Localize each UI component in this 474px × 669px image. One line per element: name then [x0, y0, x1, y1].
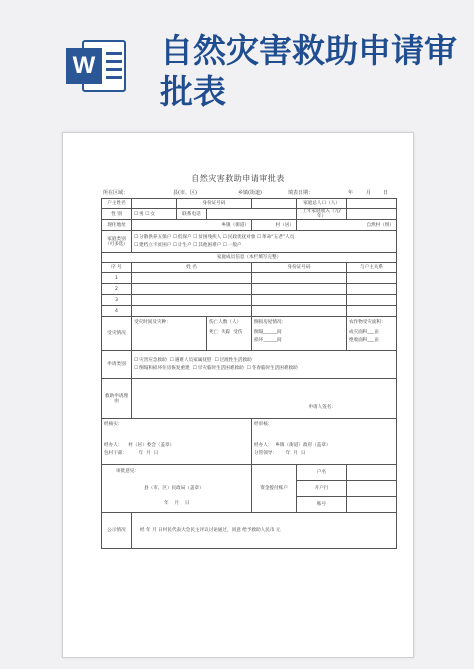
document-preview	[62, 132, 414, 658]
crop-damage-label: 农作物受灾面积：	[349, 320, 386, 325]
id-number-field[interactable]	[252, 199, 297, 209]
address-town-field[interactable]: 乡镇（街道）	[132, 220, 252, 231]
phone-field[interactable]	[207, 209, 297, 220]
disaster-time-field[interactable]: 受灾时间及灾种：	[132, 317, 207, 351]
table-row	[102, 273, 397, 284]
page-title: 自然灾害救助申请审批表	[160, 31, 457, 111]
application-form-table	[101, 198, 397, 549]
account-number-label: 账号	[297, 497, 347, 513]
type-checkbox[interactable]: ☐ 分散供养五保户	[134, 235, 171, 240]
town-label: 乡镇(街道)	[238, 190, 262, 196]
table-row	[102, 231, 397, 253]
month-label: 月	[146, 451, 151, 456]
year-label: 年	[348, 190, 354, 196]
apply-type-label: 申请类别	[102, 351, 132, 379]
member-index: 1	[102, 273, 132, 284]
village-cadre-label: 包村干部：	[104, 451, 127, 456]
day-label: 日	[300, 451, 306, 456]
id-number-label: 身份证号码	[177, 199, 252, 209]
member-relation-field[interactable]	[347, 273, 397, 284]
members-col-relation: 与户主关系	[347, 263, 397, 273]
table-row	[102, 295, 397, 306]
type-checkbox[interactable]: ☐ 贫困残疾人	[193, 235, 221, 240]
members-col-index: 序 号	[102, 263, 132, 273]
female-checkbox[interactable]: ☐ 女	[145, 212, 155, 217]
page-header	[0, 0, 474, 124]
unit-label: 亩	[374, 338, 379, 343]
account-number-field[interactable]	[347, 497, 397, 513]
table-row	[102, 419, 397, 465]
collapsed-label: 倒塌	[254, 330, 264, 335]
member-name-field[interactable]	[132, 284, 252, 295]
unit-label: 间	[277, 330, 282, 335]
damaged-label: 损坏	[254, 338, 264, 343]
unit-label: 亩	[374, 330, 379, 335]
type-checkbox[interactable]: ☐ 革命“五老”人员	[257, 235, 294, 240]
table-row	[102, 306, 397, 317]
casualty-label: 伤亡人数（人）	[209, 320, 242, 325]
member-relation-field[interactable]	[347, 284, 397, 295]
affected-area-label: 成灾面积	[349, 330, 368, 335]
handler-label: 经办人：	[104, 443, 123, 448]
handler-label: 经办人：	[254, 443, 273, 448]
type-checkbox[interactable]: ☐ 低保户	[173, 235, 192, 240]
member-index: 4	[102, 306, 132, 317]
address-village-field[interactable]: 村（居）	[252, 220, 297, 231]
year-label: 年	[138, 451, 144, 456]
sex-label: 性 别	[102, 209, 132, 220]
apply-checkbox[interactable]: ☐ 过渡性生活救助	[214, 358, 251, 363]
account-label: 资金拨付账户	[252, 465, 297, 513]
town-stamp-label: 乡镇（街道）政府（盖章）	[275, 443, 331, 448]
address-label: 现住地址	[102, 220, 132, 231]
householder-name-label: 户主姓名	[102, 199, 132, 209]
apply-checkbox[interactable]: ☐ 遇难人员家属抚慰	[170, 358, 212, 363]
table-row	[102, 220, 397, 231]
table-row	[102, 317, 397, 351]
table-row	[102, 465, 397, 481]
account-name-field[interactable]	[347, 465, 397, 481]
member-relation-field[interactable]	[347, 306, 397, 317]
year-label: 年	[285, 451, 291, 456]
table-row	[102, 209, 397, 220]
month-label: 月	[293, 451, 298, 456]
members-col-id: 身份证号码	[252, 263, 347, 273]
unit-label: 间	[277, 338, 282, 343]
public-statement[interactable]: 经 年 月 日村民代表大会民主评议讨论通过，同意 给予救助人民币 元	[132, 513, 397, 549]
family-size-label: 家庭总人口（人）	[297, 199, 347, 209]
day-label: 日	[383, 190, 389, 196]
member-id-field[interactable]	[252, 295, 347, 306]
house-damage-label: 倒损房屋情况：	[254, 320, 287, 325]
leader-label: 分管领导：	[254, 451, 277, 456]
type-checkbox[interactable]: ☐ 其他困难户	[193, 243, 221, 248]
member-relation-field[interactable]	[347, 295, 397, 306]
member-id-field[interactable]	[252, 273, 347, 284]
village-stamp-label: 村（居）委会（盖章）	[128, 443, 175, 448]
bank-field[interactable]	[347, 481, 397, 497]
address-group-field[interactable]: 自然村（组）	[297, 220, 397, 231]
table-row	[102, 199, 397, 209]
verify-label: 经核实：	[104, 422, 123, 427]
type-checkbox[interactable]: ☐ 民政优抚对象	[223, 235, 256, 240]
type-checkbox[interactable]: ☐ 一般户	[223, 243, 242, 248]
member-id-field[interactable]	[252, 284, 347, 295]
phone-label: 联系电话	[177, 209, 207, 220]
crop-damage-cell: 农作物受灾面积： 成灾面积___亩 绝收面积___亩	[347, 317, 397, 351]
member-name-field[interactable]	[132, 273, 252, 284]
word-letter: W	[66, 48, 102, 84]
form-title: 自然灾害救助申请审批表	[191, 174, 285, 183]
income-field[interactable]	[347, 209, 397, 220]
death-label: 死亡	[209, 330, 219, 335]
members-section-title: 家庭成员信息（本栏填写完整）	[102, 253, 397, 263]
reason-field[interactable]: 申请人签名：	[132, 379, 397, 419]
injured-label: 受伤	[233, 330, 243, 335]
casualty-cell	[207, 317, 252, 351]
members-col-name: 姓 名	[132, 263, 252, 273]
reason-label: 救助申请理由	[102, 379, 132, 419]
apply-checkbox[interactable]: ☐ 倒塌和损坏住房恢复重建	[134, 366, 190, 371]
month-label: 月	[366, 190, 372, 196]
disaster-label: 受灾情况	[102, 317, 132, 351]
member-name-field[interactable]	[132, 295, 252, 306]
apply-type-options	[132, 351, 397, 379]
approval-cell	[102, 465, 252, 513]
approval-label: 审批意见：	[116, 469, 139, 474]
male-checkbox[interactable]: ☐ 男	[134, 212, 144, 217]
householder-name-field[interactable]	[132, 199, 177, 209]
month-label: 月	[174, 501, 180, 506]
family-type-options	[132, 231, 397, 253]
audit-label: 经审核：	[254, 422, 273, 427]
table-row	[102, 284, 397, 295]
day-label: 日	[184, 501, 190, 506]
income-label: 上年家庭收入（元/年）	[297, 209, 347, 220]
member-index: 3	[102, 295, 132, 306]
apply-checkbox[interactable]: ☐ 灾害应急救助	[134, 358, 167, 363]
audit-cell	[252, 419, 397, 465]
type-checkbox[interactable]: ☐ 计生户	[173, 243, 192, 248]
type-checkbox[interactable]: ☐ 建档立卡贫困户	[134, 243, 171, 248]
apply-checkbox[interactable]: ☐ 冬春临时生活困难救助	[247, 366, 298, 371]
house-damage-cell: 倒损房屋情况： 倒塌______间 损坏______间	[252, 317, 347, 351]
bank-label: 开户行	[297, 481, 347, 497]
member-name-field[interactable]	[132, 306, 252, 317]
missing-label: 失踪	[221, 330, 231, 335]
approval-stamp-label: 县（市、区）民政局（盖章）	[144, 486, 204, 491]
table-row	[102, 263, 397, 273]
table-row	[102, 351, 397, 379]
apply-checkbox[interactable]: ☐ 旱灾临时生活困难救助	[193, 366, 244, 371]
sex-options[interactable]	[132, 209, 177, 220]
table-row	[102, 513, 397, 549]
region-label: 所在区域：	[103, 190, 129, 196]
member-index: 2	[102, 284, 132, 295]
public-label: 公示情况	[102, 513, 132, 549]
day-label: 日	[153, 451, 159, 456]
family-size-field[interactable]	[347, 199, 397, 209]
fill-date-label: 填表日期：	[288, 190, 314, 196]
member-id-field[interactable]	[252, 306, 347, 317]
account-name-label: 户名	[297, 465, 347, 481]
family-type-label: 家庭类别（可多选）	[102, 231, 132, 253]
table-row	[102, 253, 397, 263]
county-label: 县(市、区)	[173, 190, 197, 196]
lost-area-label: 绝收面积	[349, 338, 368, 343]
word-document-icon	[66, 36, 128, 96]
verify-cell	[102, 419, 252, 465]
year-label: 年	[164, 501, 169, 506]
table-row	[102, 379, 397, 419]
